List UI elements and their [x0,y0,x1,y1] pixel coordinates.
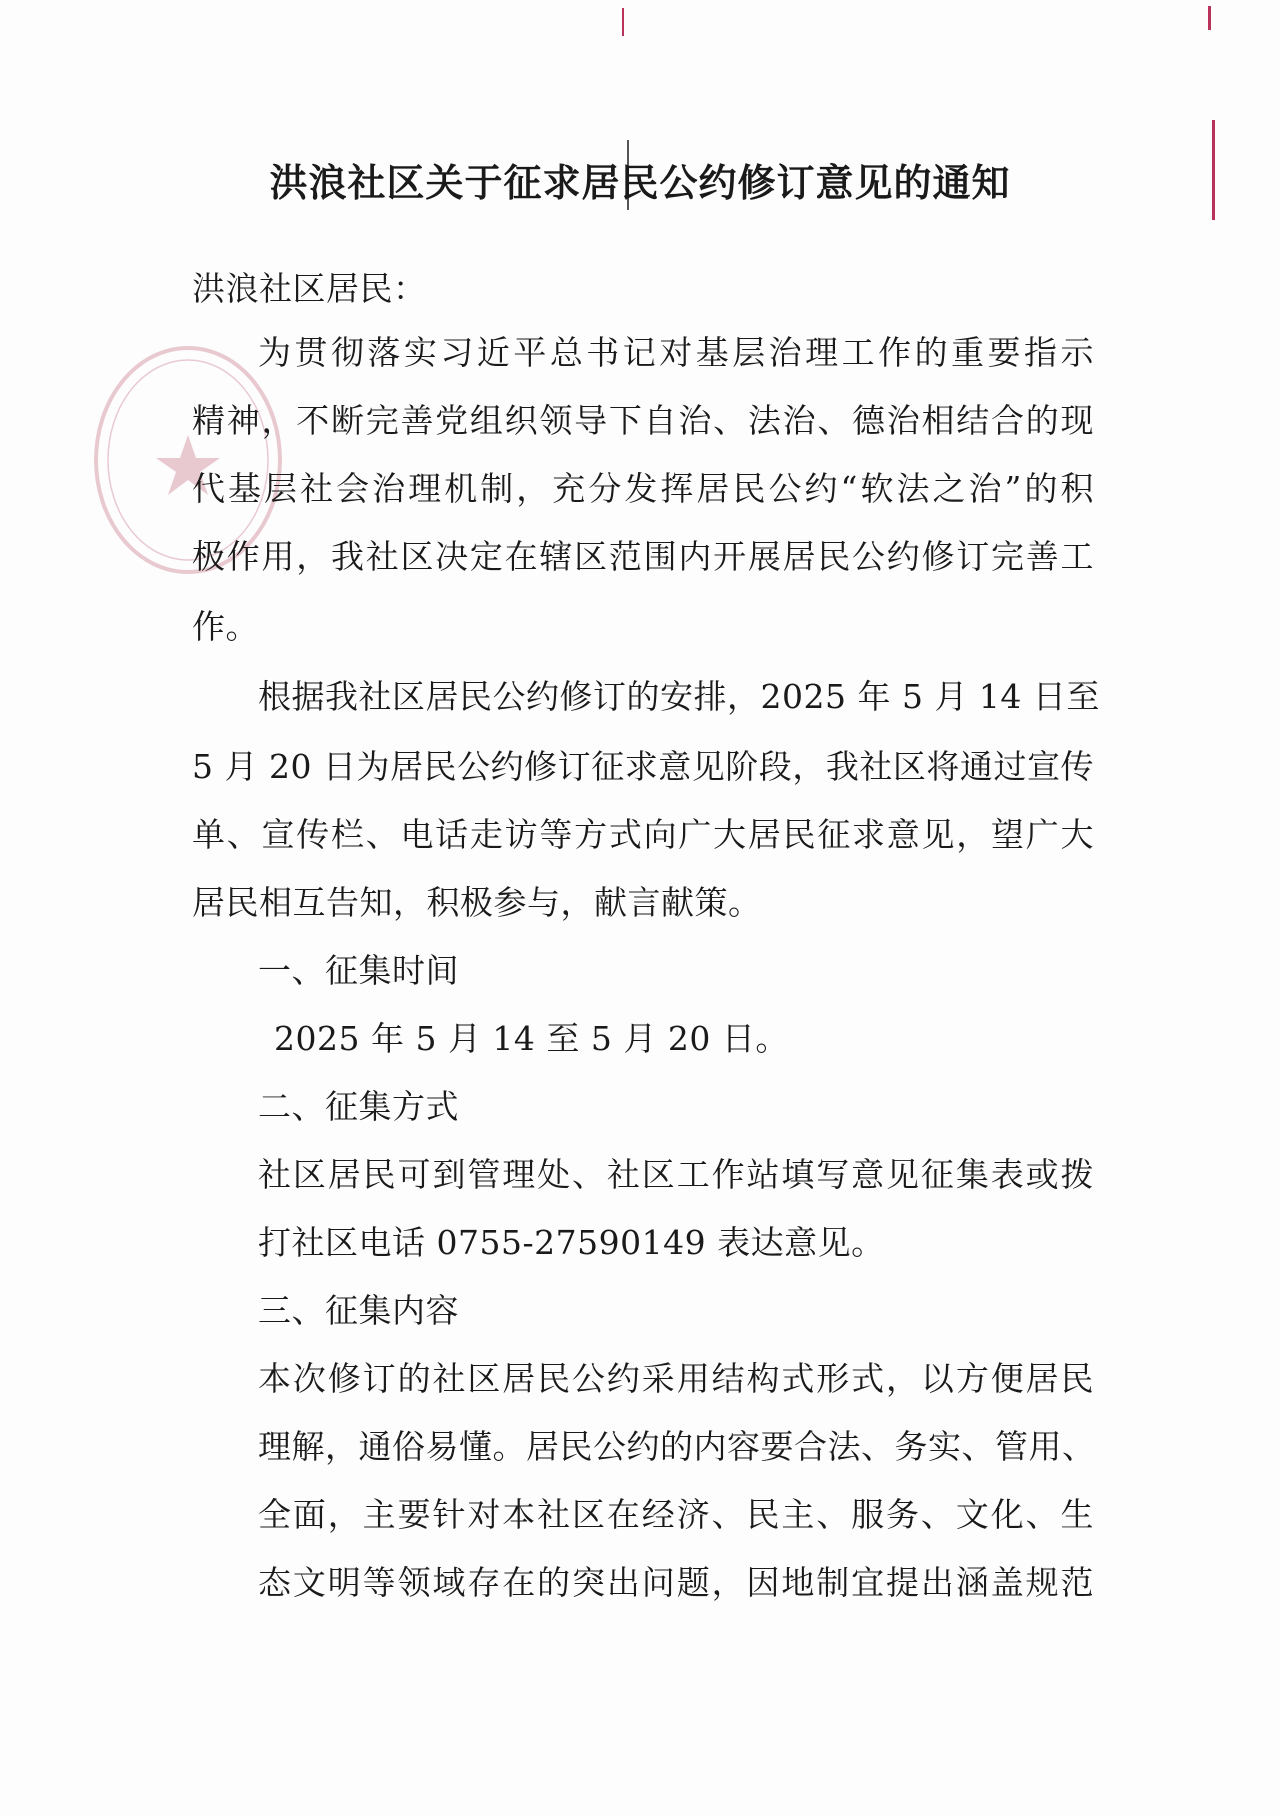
section-2-line: 打社区电话 0755-27590149 表达意见。 [258,1223,885,1262]
scan-mark-right-top [1208,6,1211,30]
document-title: 洪浪社区关于征求居民公约修订意见的通知 [269,161,1011,205]
section-3-heading: 三、征集内容 [258,1291,459,1330]
section-1-heading: 一、征集时间 [258,951,459,990]
arrangement-line: 5 月 20 日为居民公约修订征求意见阶段，我社区将通过宣传 [192,747,1094,786]
section-2-line: 社区居民可到管理处、社区工作站填写意见征集表或拨 [258,1155,1094,1194]
section-2-heading: 二、征集方式 [258,1087,459,1126]
arrangement-line: 单、宣传栏、电话走访等方式向广大居民征求意见，望广大 [192,815,1094,854]
intro-line: 为贯彻落实习近平总书记对基层治理工作的重要指示 [258,333,1094,372]
section-3-line: 态文明等领域存在的突出问题，因地制宜提出涵盖规范 [258,1563,1094,1602]
salutation: 洪浪社区居民： [192,269,427,308]
section-3-line: 理解，通俗易懂。居民公约的内容要合法、务实、管用、 [258,1427,1096,1466]
intro-line: 精神，不断完善党组织领导下自治、法治、德治相结合的现 [192,401,1094,440]
scan-mark-top [622,8,624,36]
section-1-text: 2025 年 5 月 14 至 5 月 20 日。 [274,1019,789,1058]
intro-line: 代基层社会治理机制，充分发挥居民公约“软法之治”的积 [192,469,1094,508]
section-3-line: 全面，主要针对本社区在经济、民主、服务、文化、生 [258,1495,1094,1534]
section-3-line: 本次修订的社区居民公约采用结构式形式，以方便居民 [258,1359,1094,1398]
arrangement-line: 根据我社区居民公约修订的安排，2025 年 5 月 14 日至 [258,677,1100,716]
intro-line: 极作用，我社区决定在辖区范围内开展居民公约修订完善工 [192,537,1094,576]
intro-line: 作。 [192,607,259,646]
arrangement-line: 居民相互告知，积极参与，献言献策。 [192,883,762,922]
